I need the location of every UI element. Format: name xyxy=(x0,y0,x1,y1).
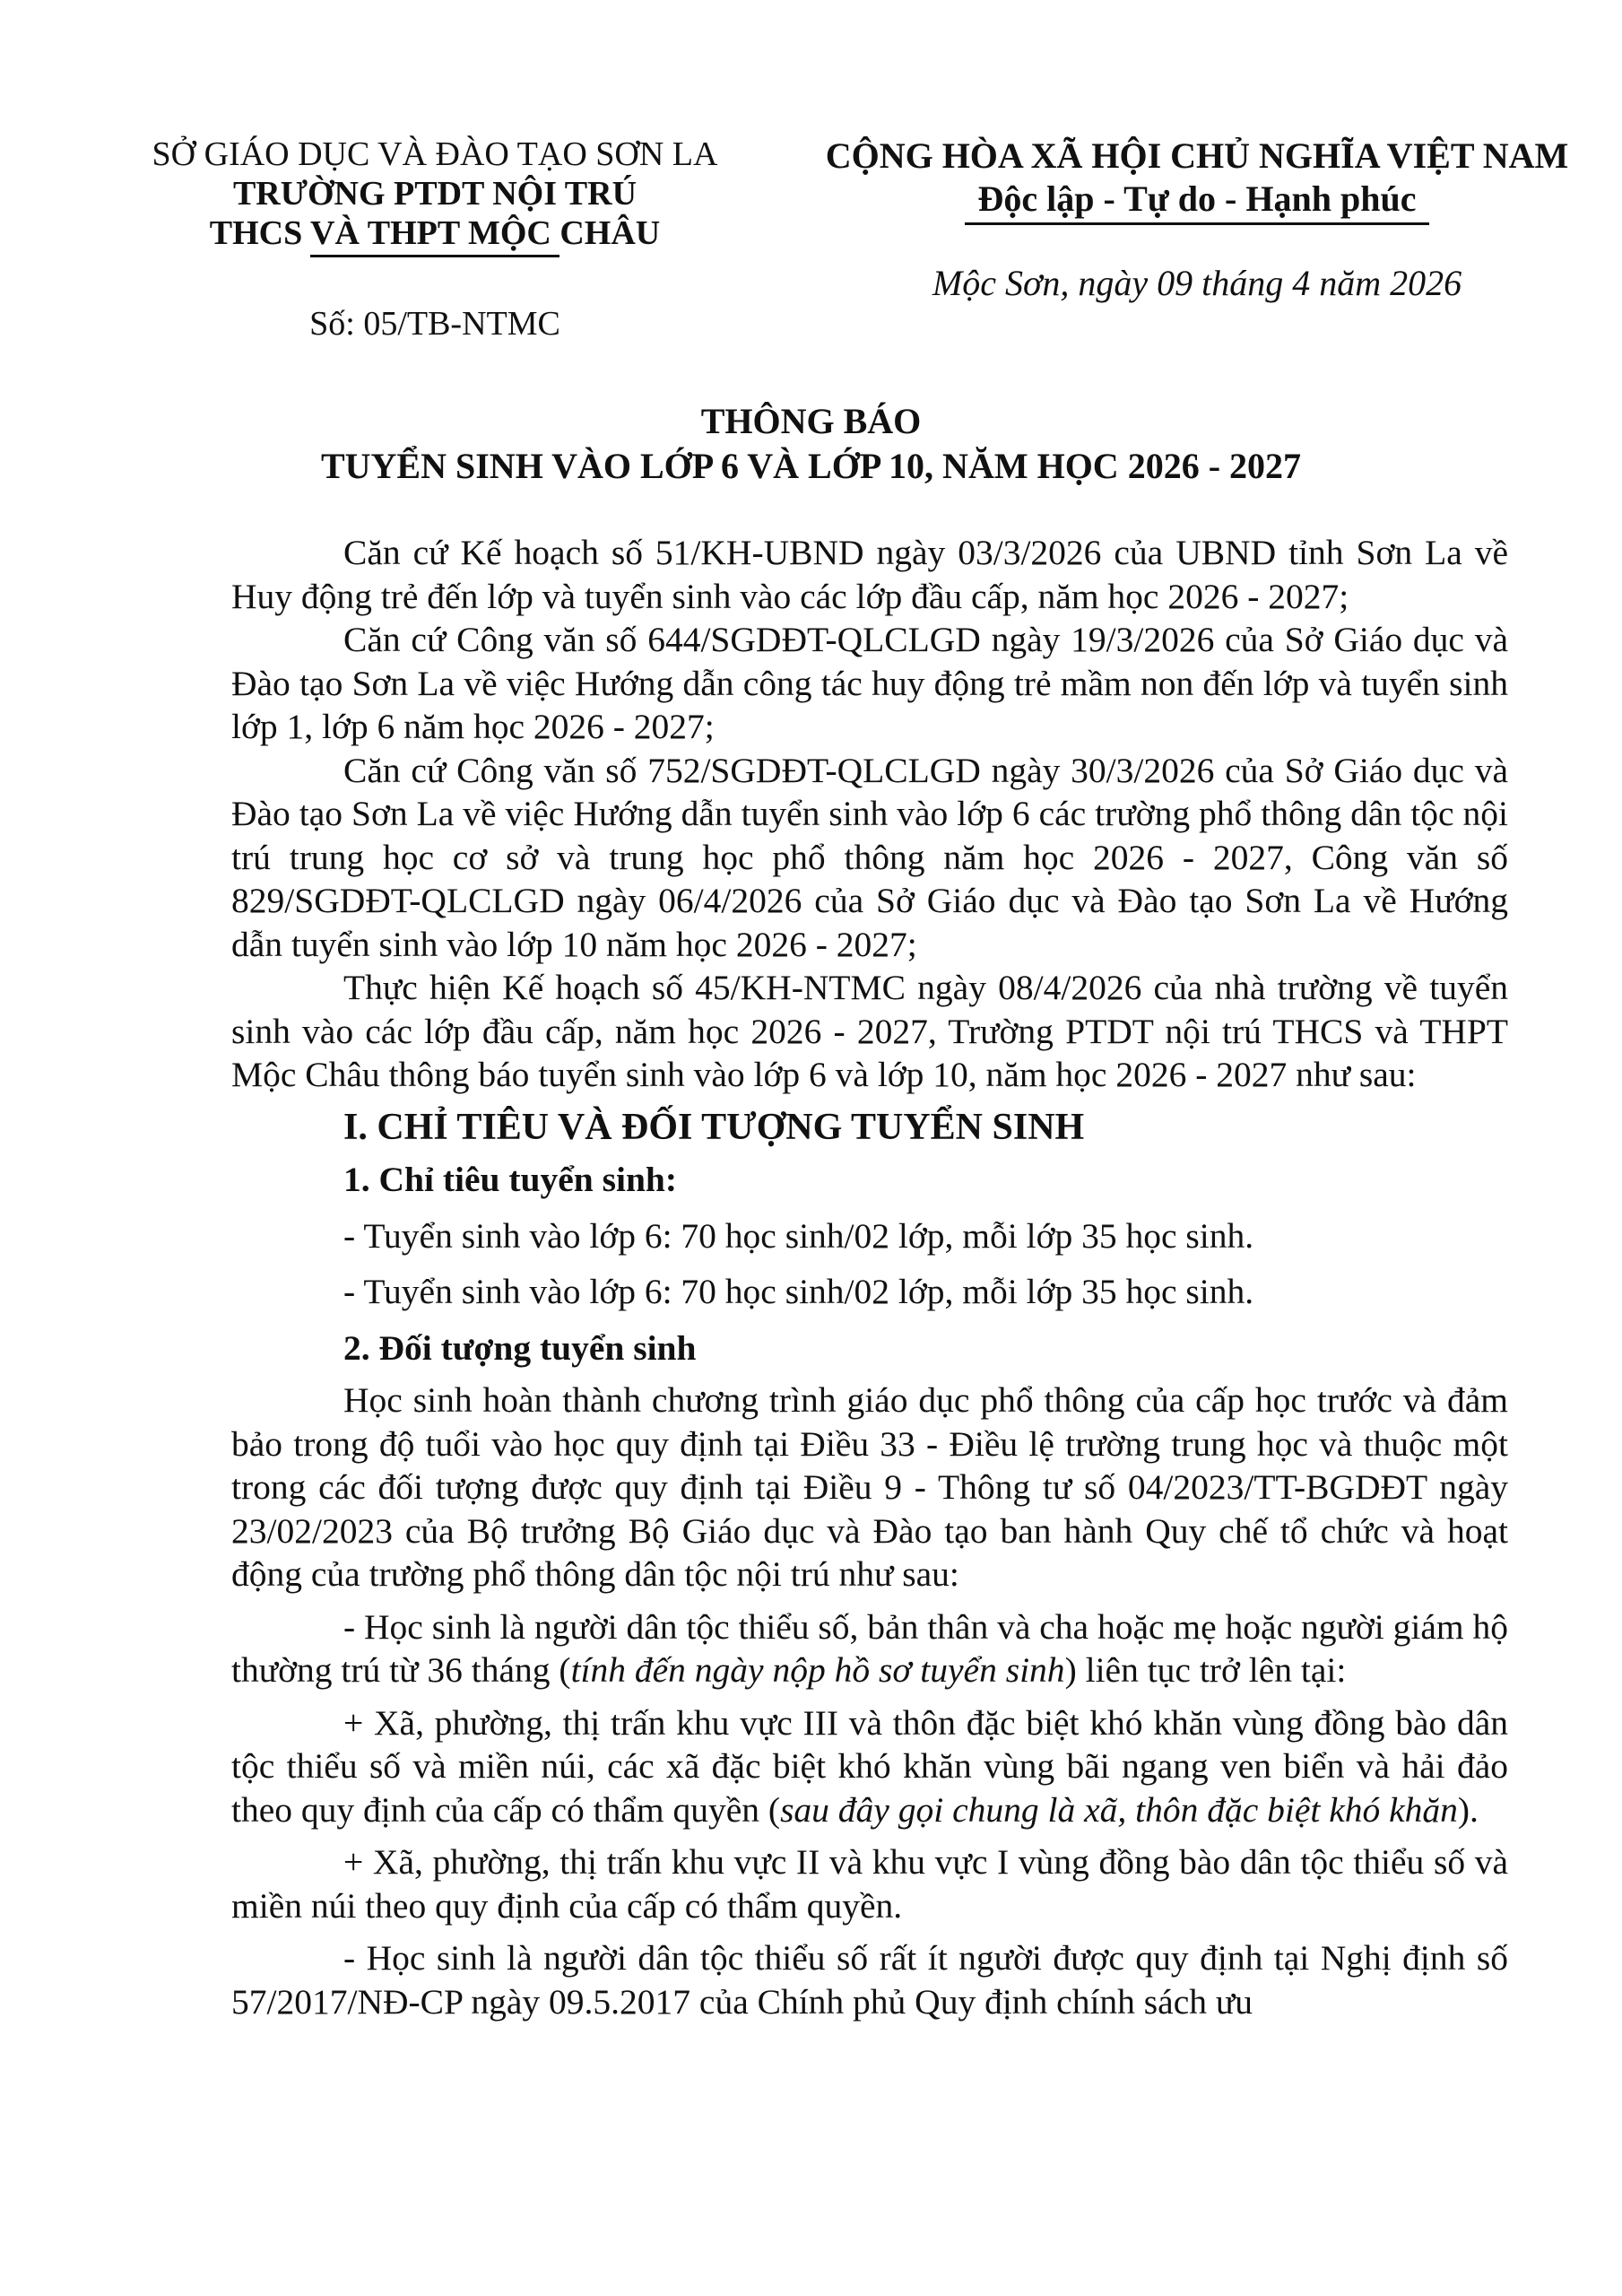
text-run: + Xã, phường, thị trấn khu vực III và thôn đặc biệt khó khăn vùng đồng bào dân tộc thiểu số và miền núi, các xã đặc biệt khó khăn vùng bãi ngang ven biển và hải đảo theo quy định của cấp có thẩm quyền ( xyxy=(231,1702,1508,1830)
department-name: SỞ GIÁO DỤC VÀ ĐÀO TẠO SƠN LA xyxy=(152,135,718,173)
text-run: ). xyxy=(1457,1789,1479,1830)
italic-text-run: sau đây gọi chung là xã, thôn đặc biệt khó khăn xyxy=(780,1789,1458,1830)
paragraph: - Học sinh là người dân tộc thiểu số rất ít người được quy định tại Nghị định số 57/2017/NĐ-CP ngày 09.5.2017 của Chính phủ Quy định chính sách ưu xyxy=(231,1938,1508,2022)
document-body xyxy=(231,531,1508,2023)
list-item: - Tuyển sinh vào lớp 6: 70 học sinh/02 lớp, mỗi lớp 35 học sinh. xyxy=(343,1272,1254,1311)
national-header xyxy=(811,135,1583,225)
document-title xyxy=(0,399,1622,489)
subsection-heading-1: 1. Chỉ tiêu tuyển sinh: xyxy=(343,1160,678,1199)
title-line2: TUYỂN SINH VÀO LỚP 6 VÀ LỚP 10, NĂM HỌC 2026 - 2027 xyxy=(320,446,1302,486)
paragraph xyxy=(231,1701,1508,1832)
place-date: Mộc Sơn, ngày 09 tháng 4 năm 2026 xyxy=(932,263,1462,303)
issuer-block xyxy=(130,135,740,344)
paragraph: Căn cứ Công văn số 752/SGDĐT-QLCLGD ngày 30/3/2026 của Sở Giáo dục và Đào tạo Sơn La về việc Hướng dẫn tuyển sinh vào lớp 6 các trường phổ thông dân tộc nội trú trung học cơ sở và trung học phổ thông năm học 2026 - 2027, Công văn số 829/SGDĐT-QLCLGD ngày 06/4/2026 của Sở Giáo dục và Đào tạo Sơn La về Hướng dẫn tuyển sinh vào lớp 10 năm học 2026 - 2027; xyxy=(231,750,1508,964)
school-name-line1: TRƯỜNG PTDT NỘI TRÚ xyxy=(232,175,638,213)
paragraph: Thực hiện Kế hoạch số 45/KH-NTMC ngày 08/4/2026 của nhà trường về tuyển sinh vào các lớp đầu cấp, năm học 2026 - 2027, Trường PTDT nội trú THCS và THPT Mộc Châu thông báo tuyển sinh vào lớp 6 và lớp 10, năm học 2026 - 2027 như sau: xyxy=(231,968,1508,1094)
paragraph: Căn cứ Công văn số 644/SGDĐT-QLCLGD ngày 19/3/2026 của Sở Giáo dục và Đào tạo Sơn La về việc Hướng dẫn công tác huy động trẻ mầm non đến lớp và tuyển sinh lớp 1, lớp 6 năm học 2026 - 2027; xyxy=(231,620,1508,746)
paragraph: Học sinh hoàn thành chương trình giáo dục phổ thông của cấp học trước và đảm bảo trong độ tuổi vào học quy định tại Điều 33 - Điều lệ trường trung học và thuộc một trong các đối tượng được quy định tại Điều 9 - Thông tư số 04/2023/TT-BGDĐT ngày 23/02/2023 của Bộ trưởng Bộ Giáo dục và Đào tạo ban hành Quy chế tổ chức và hoạt động của trường phổ thông dân tộc nội trú như sau: xyxy=(231,1380,1508,1594)
paragraph: + Xã, phường, thị trấn khu vực II và khu vực I vùng đồng bào dân tộc thiểu số và miền núi theo quy định của cấp có thẩm quyền. xyxy=(231,1842,1508,1926)
nation-title: CỘNG HÒA XÃ HỘI CHỦ NGHĨA VIỆT NAM xyxy=(825,135,1569,176)
section-heading-I: I. CHỈ TIÊU VÀ ĐỐI TƯỢNG TUYỂN SINH xyxy=(343,1106,1085,1148)
school-name-line2: THCS VÀ THPT MỘC CHÂU xyxy=(209,214,661,252)
text-run: ) liên tục trở lên tại: xyxy=(1064,1650,1347,1690)
issuer-underline xyxy=(310,255,559,257)
national-motto: Độc lập - Tự do - Hạnh phúc xyxy=(977,178,1417,219)
text-run: - Học sinh là người dân tộc thiểu số, bản thân và cha hoặc mẹ hoặc người giám hộ thường trú từ 36 tháng ( xyxy=(231,1606,1508,1690)
document-number: Số: 05/TB-NTMC xyxy=(309,305,560,343)
paragraph xyxy=(231,1605,1508,1692)
subsection-heading-2: 2. Đối tượng tuyển sinh xyxy=(343,1327,697,1368)
motto-underline xyxy=(965,222,1429,225)
paragraph: Căn cứ Kế hoạch số 51/KH-UBND ngày 03/3/2026 của UBND tỉnh Sơn La về Huy động trẻ đến lớp và tuyển sinh vào các lớp đầu cấp, năm học 2026 - 2027; xyxy=(231,533,1508,616)
title-line1: THÔNG BÁO xyxy=(700,401,922,441)
list-item: - Tuyển sinh vào lớp 6: 70 học sinh/02 lớp, mỗi lớp 35 học sinh. xyxy=(343,1215,1254,1256)
italic-text-run: tính đến ngày nộp hồ sơ tuyển sinh xyxy=(570,1650,1065,1690)
